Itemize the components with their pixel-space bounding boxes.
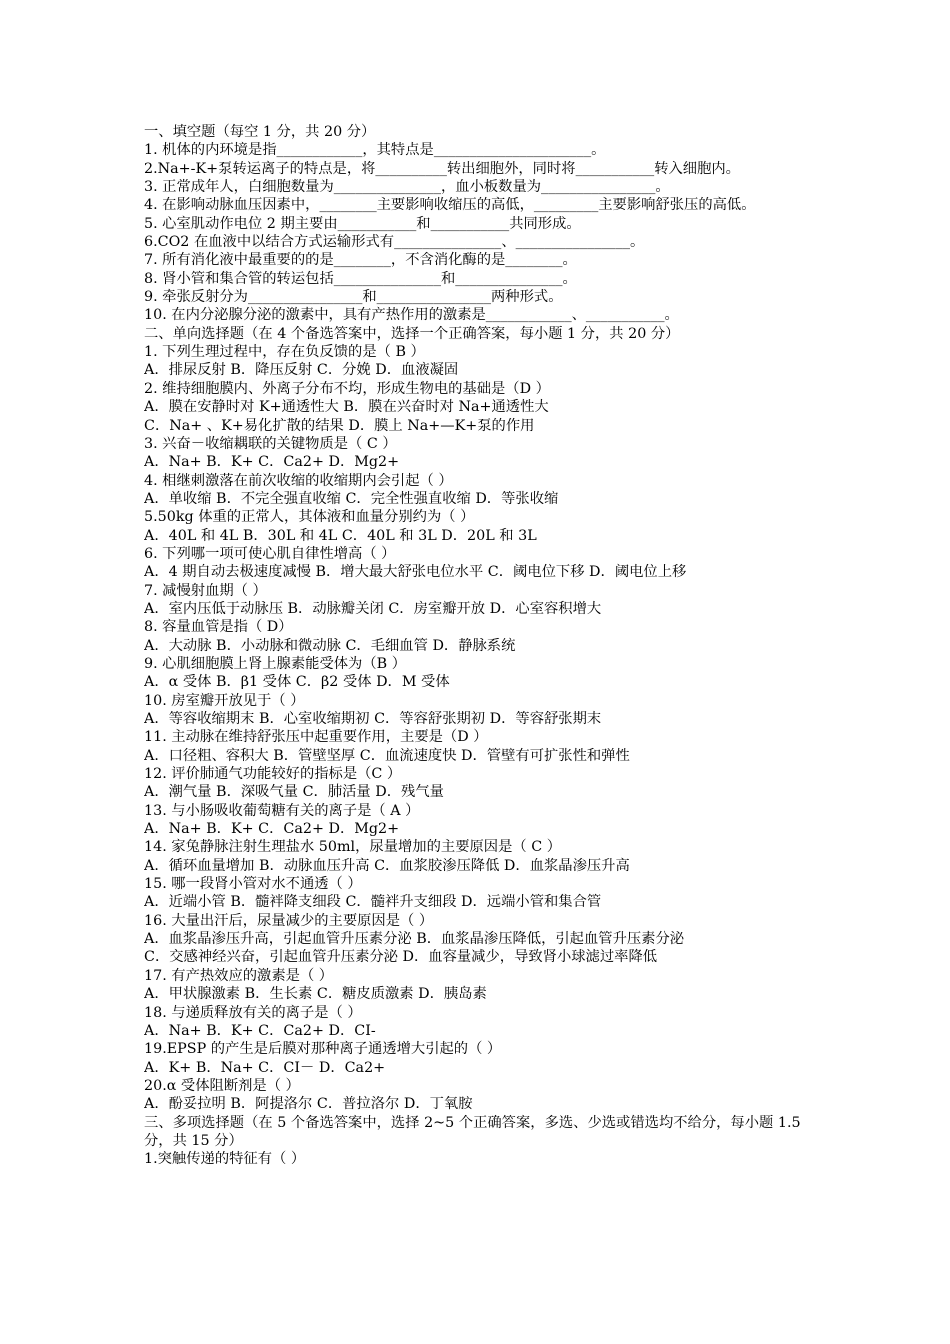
question-line: 1. 下列生理过程中，存在负反馈的是（ B ） — [144, 344, 425, 361]
options-line: A．潮气量 B．深吸气量 C．肺活量 D．残气量 — [144, 784, 444, 801]
section-heading-single-choice: 二、单向选择题（在 4 个备选答案中，选择一个正确答案，每小题 1 分，共 20 分） — [144, 325, 680, 342]
question-line: 6.CO2 在血液中以结合方式运输形式有_______________、________________。 — [144, 234, 645, 251]
question-line: 3. 兴奋－收缩耦联的关键物质是（ C ） — [144, 435, 397, 452]
question-line: 16. 大量出汗后，尿量减少的主要原因是（ ） — [144, 912, 434, 929]
options-line: A．Na+ B．K+ C．Ca2+ D．CI- — [144, 1022, 376, 1039]
options-line: A．Na+ B．K+ C．Ca2+ D．Mg2+ — [144, 454, 400, 471]
options-line: A．Na+ B．K+ C．Ca2+ D．Mg2+ — [144, 821, 400, 838]
options-line: A．单收缩 B．不完全强直收缩 C．完全性强直收缩 D．等张收缩 — [144, 490, 559, 507]
question-line: 7. 所有消化液中最重要的的是________，不含消化酶的是________。 — [144, 252, 577, 269]
question-line: 9. 牵张反射分为________________和________________两种形式。 — [144, 289, 563, 306]
options-line: A．口径粗、容积大 B．管壁坚厚 C．血流速度快 D．管壁有可扩张性和弹性 — [144, 747, 630, 764]
options-line: A．α 受体 B．β1 受体 C．β2 受体 D．M 受体 — [144, 674, 450, 691]
question-line: 15. 哪一段肾小管对水不通透（ ） — [144, 876, 362, 893]
options-line: A．4 期自动去极速度减慢 B．增大最大舒张电位水平 C．阈电位下移 D．阈电位上移 — [144, 564, 687, 581]
options-line: A．血浆晶渗压升高，引起血管升压素分泌 B．血浆晶渗压降低，引起血管升压素分泌 — [144, 931, 685, 948]
question-line: 8. 肾小管和集合管的转运包括_______________和_______________。 — [144, 270, 577, 287]
question-line: 10. 在内分泌腺分泌的激素中，具有产热作用的激素是____________、___________。 — [144, 307, 679, 324]
options-line: A．K+ B．Na+ C．CI－ D．Ca2+ — [144, 1059, 386, 1076]
exam-document — [144, 123, 810, 1169]
question-line: 9. 心肌细胞膜上肾上腺素能受体为（B ） — [144, 655, 406, 672]
options-line: A．酚妥拉明 B．阿提洛尔 C．普拉洛尔 D．丁氧胺 — [144, 1096, 473, 1113]
options-line: C．交感神经兴奋，引起血管升压素分泌 D．血容量减少，导致肾小球滤过率降低 — [144, 949, 658, 966]
section-heading-multiple-choice: 三、多项选择题（在 5 个备选答案中，选择 2~5 个正确答案，多选、少选或错选均不给分，每小题 1.5 分，共 15 分） — [144, 1114, 801, 1149]
question-line: 1.突触传递的特征有（ ） — [144, 1151, 306, 1168]
question-line: 2. 维持细胞膜内、外离子分布不均，形成生物电的基础是（D ） — [144, 380, 550, 397]
question-line: 6. 下列哪一项可使心肌自律性增高（ ） — [144, 545, 396, 562]
question-line: 13. 与小肠吸收葡萄糖有关的离子是（ A ） — [144, 802, 420, 819]
question-line: 4. 相继刺激落在前次收缩的收缩期内会引起（ ） — [144, 472, 453, 489]
options-line: A．排尿反射 B．降压反射 C．分娩 D．血液凝固 — [144, 362, 459, 379]
question-line: 10. 房室瓣开放见于（ ） — [144, 692, 305, 709]
question-line: 20.α 受体阻断剂是（ ） — [144, 1077, 300, 1094]
question-line: 1. 机体的内环境是指____________，其特点是______________________。 — [144, 142, 606, 159]
options-line: A．大动脉 B．小动脉和微动脉 C．毛细血管 D．静脉系统 — [144, 637, 516, 654]
question-line: 8. 容量血管是指（ D） — [144, 619, 293, 636]
options-line: A．室内压低于动脉压 B．动脉瓣关闭 C．房室瓣开放 D．心室容积增大 — [144, 600, 602, 617]
options-line: A．近端小管 B．髓袢降支细段 C．髓袢升支细段 D．远端小管和集合管 — [144, 894, 602, 911]
options-line: A．甲状腺激素 B．生长素 C．糖皮质激素 D．胰岛素 — [144, 986, 487, 1003]
options-line: A．40L 和 4L B．30L 和 4L C．40L 和 3L D．20L 和 3L — [144, 527, 537, 544]
question-line: 14. 家兔静脉注射生理盐水 50ml，尿量增加的主要原因是（ C ） — [144, 839, 562, 856]
question-line: 5.50kg 体重的正常人，其体液和血量分别约为（ ） — [144, 509, 475, 526]
question-line: 11. 主动脉在维持舒张压中起重要作用，主要是（D ） — [144, 729, 488, 746]
question-line: 7. 减慢射血期（ ） — [144, 582, 267, 599]
options-line: C．Na+ 、K+易化扩散的结果 D．膜上 Na+—K+泵的作用 — [144, 417, 535, 434]
question-line: 5. 心室肌动作电位 2 期主要由___________和___________共同形成。 — [144, 215, 581, 232]
options-line: A．等容收缩期末 B．心室收缩期初 C．等容舒张期初 D．等容舒张期末 — [144, 711, 602, 727]
section-heading-fill-blank: 一、填空题（每空 1 分，共 20 分） — [144, 124, 376, 140]
question-line: 12. 评价肺通气功能较好的指标是（C ） — [144, 766, 402, 783]
question-line: 3. 正常成年人，白细胞数量为_______________，血小板数量为________________。 — [144, 179, 670, 196]
question-line: 18. 与递质释放有关的离子是（ ） — [144, 1004, 362, 1021]
question-line: 19.EPSP 的产生是后膜对那种离子通透增大引起的（ ） — [144, 1041, 502, 1058]
question-line: 4. 在影响动脉血压因素中，________主要影响收缩压的高低，_________主要影响舒张压的高低。 — [144, 197, 756, 214]
question-line: 17. 有产热效应的激素是（ ） — [144, 967, 334, 984]
question-line: 2.Na+-K+泵转运离子的特点是，将__________转出细胞外，同时将___________转入细胞内。 — [144, 160, 740, 177]
options-line: A．膜在安静时对 K+通透性大 B．膜在兴奋时对 Na+通透性大 — [144, 399, 549, 416]
options-line: A．循环血量增加 B．动脉血压升高 C．血浆胶渗压降低 D．血浆晶渗压升高 — [144, 857, 630, 874]
